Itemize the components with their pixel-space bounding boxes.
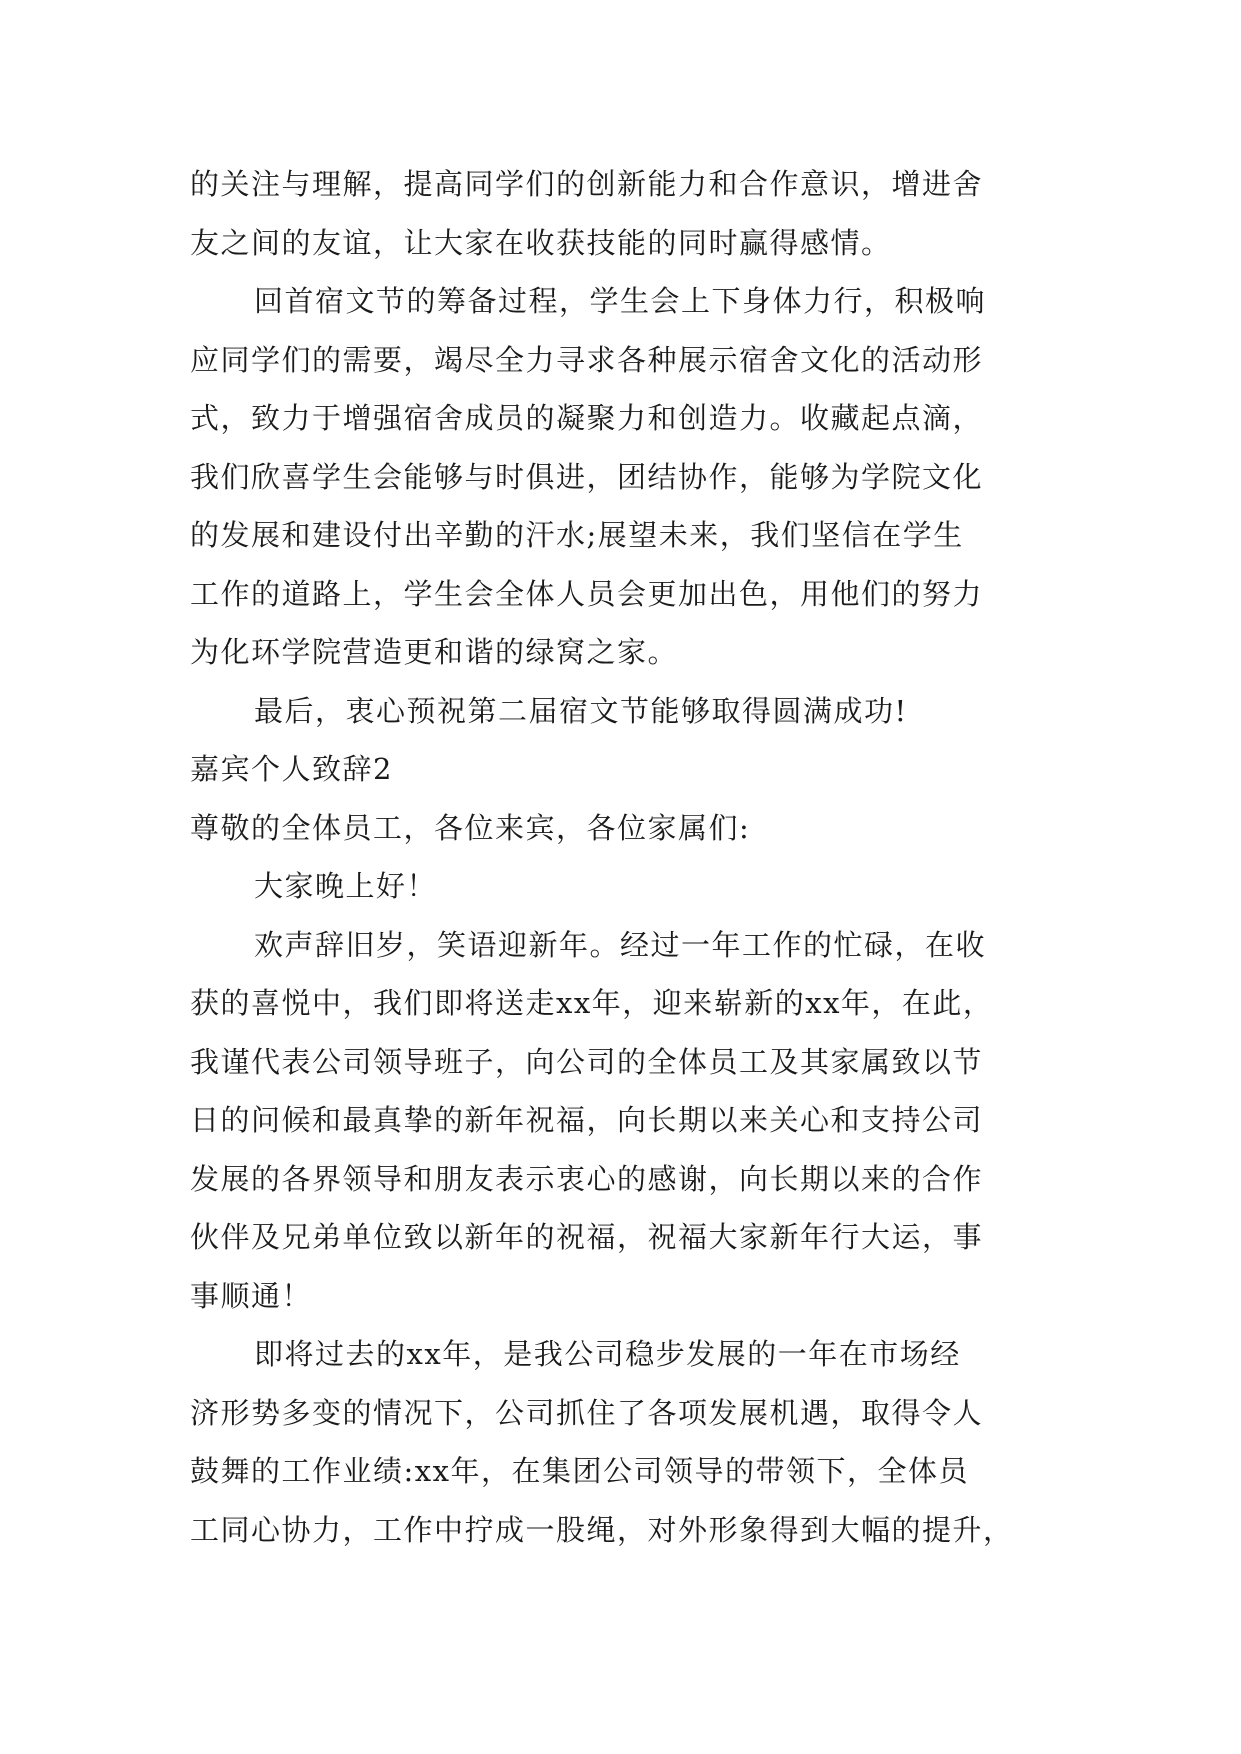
text-line: 尊敬的全体员工，各位来宾，各位家属们: <box>190 810 751 845</box>
text-line: 欢声辞旧岁，笑语迎新年。经过一年工作的忙碌，在收 <box>254 927 987 962</box>
text-line: 鼓舞的工作业绩:xx年，在集团公司领导的带领下，全体员 <box>190 1454 969 1488</box>
text-line: 我们欣喜学生会能够与时俱进，团结协作，能够为学院文化 <box>190 459 984 494</box>
text-line: 济形势多变的情况下，公司抓住了各项发展机遇，取得令人 <box>190 1395 984 1430</box>
text-line: 工同心协力，工作中拧成一股绳，对外形象得到大幅的提升， <box>190 1512 1014 1547</box>
text-line: 最后，衷心预祝第二届宿文节能够取得圆满成功! <box>254 693 908 728</box>
text-line: 应同学们的需要，竭尽全力寻求各种展示宿舍文化的活动形 <box>190 342 984 377</box>
text-line: 的关注与理解，提高同学们的创新能力和合作意识，增进舍 <box>190 167 984 201</box>
text-line: 伙伴及兄弟单位致以新年的祝福，祝福大家新年行大运，事 <box>190 1220 984 1254</box>
text-line: 日的问候和最真挚的新年祝福，向长期以来关心和支持公司 <box>190 1103 984 1137</box>
text-line: 事顺通！ <box>190 1278 313 1313</box>
text-line: 工作的道路上，学生会全体人员会更加出色，用他们的努力 <box>190 576 984 611</box>
text-line: 嘉宾个人致辞2 <box>190 752 393 786</box>
text-line: 的发展和建设付出辛勤的汗水;展望未来，我们坚信在学生 <box>190 518 964 552</box>
text-line: 我谨代表公司领导班子，向公司的全体员工及其家属致以节 <box>190 1044 984 1079</box>
text-line: 发展的各界领导和朋友表示衷心的感谢，向长期以来的合作 <box>190 1161 984 1196</box>
text-line: 即将过去的xx年，是我公司稳步发展的一年在市场经 <box>254 1337 961 1371</box>
text-line: 为化环学院营造更和谐的绿窝之家。 <box>190 635 679 669</box>
text-line: 获的喜悦中，我们即将送走xx年，迎来崭新的xx年，在此， <box>190 986 994 1020</box>
text-line: 式，致力于增强宿舍成员的凝聚力和创造力。收藏起点滴， <box>190 401 984 435</box>
text-line: 大家晚上好！ <box>254 869 438 903</box>
document-body <box>190 155 1070 1559</box>
text-line: 回首宿文节的筹备过程，学生会上下身体力行，积极响 <box>254 284 987 318</box>
text-line: 友之间的友谊，让大家在收获技能的同时赢得感情。 <box>190 225 892 260</box>
